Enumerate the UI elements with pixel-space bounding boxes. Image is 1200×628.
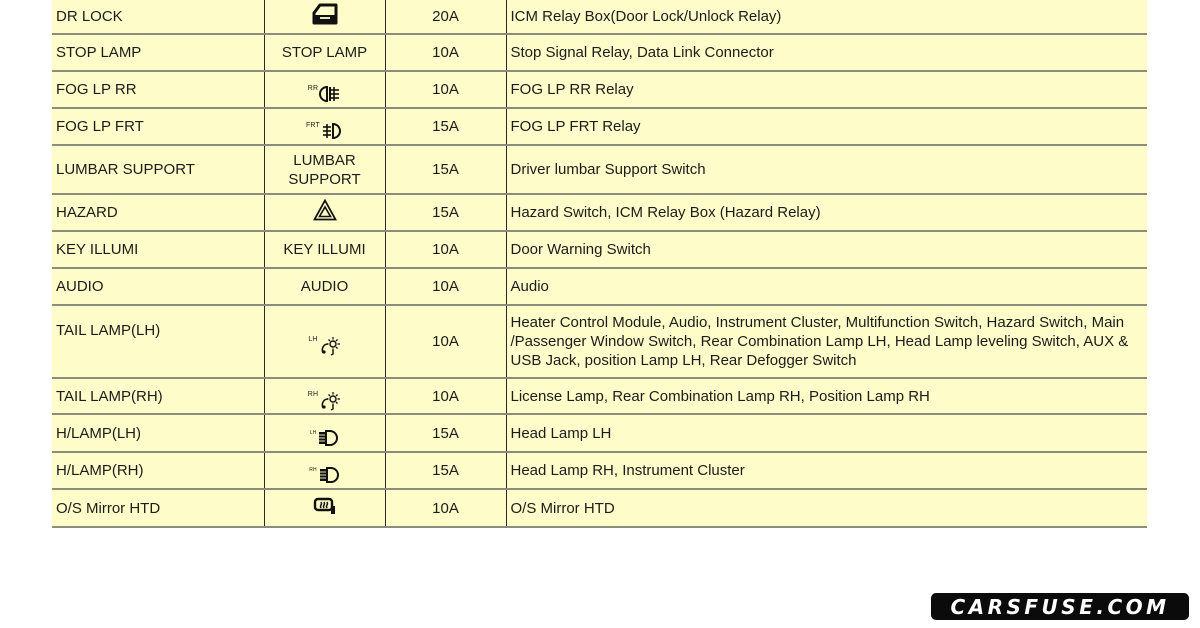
fuse-symbol <box>264 489 385 527</box>
mirror-heater-icon <box>313 497 337 515</box>
symbol-superscript: RH <box>309 467 317 473</box>
symbol-text: KEY ILLUMI <box>283 241 366 258</box>
symbol-text: LUMBAR SUPPORT <box>288 151 361 188</box>
fuse-symbol <box>264 305 385 378</box>
fuse-description: Stop Signal Relay, Data Link Connector <box>506 34 1147 71</box>
fuse-description: Head Lamp LH <box>506 414 1147 452</box>
fuse-symbol <box>264 71 385 108</box>
fuse-rating: 10A <box>385 378 506 414</box>
fuse-table <box>52 0 1147 528</box>
fuse-description: ICM Relay Box(Door Lock/Unlock Relay) <box>506 0 1147 34</box>
fuse-name: LUMBAR SUPPORT <box>52 145 264 194</box>
fuse-description: Audio <box>506 268 1147 305</box>
fuse-name: STOP LAMP <box>52 34 264 71</box>
fuse-rating: 15A <box>385 414 506 452</box>
fuse-description: O/S Mirror HTD <box>506 489 1147 527</box>
fuse-rating: 10A <box>385 71 506 108</box>
fuse-rating: 15A <box>385 108 506 145</box>
table-row <box>52 305 1147 378</box>
fuse-name: TAIL LAMP(LH) <box>52 305 264 378</box>
fuse-description: License Lamp, Rear Combination Lamp RH, Position Lamp RH <box>506 378 1147 414</box>
table-row <box>52 145 1147 194</box>
fuse-description: Head Lamp RH, Instrument Cluster <box>506 452 1147 489</box>
tail-lamp-icon <box>319 391 341 411</box>
fuse-name: FOG LP FRT <box>52 108 264 145</box>
fuse-symbol <box>264 0 385 34</box>
table-row <box>52 0 1147 34</box>
fuse-rating: 10A <box>385 231 506 268</box>
fuse-rating: 10A <box>385 305 506 378</box>
carsfuse-logo: CARSFUSE.COM <box>931 593 1189 620</box>
fuse-rating: 10A <box>385 34 506 71</box>
fuse-name: AUDIO <box>52 268 264 305</box>
table-row <box>52 452 1147 489</box>
fuse-symbol <box>264 378 385 414</box>
table-row <box>52 108 1147 145</box>
symbol-superscript: LH <box>309 429 317 436</box>
fuse-symbol <box>264 194 385 231</box>
fuse-name: H/LAMP(RH) <box>52 452 264 489</box>
fuse-rating: 15A <box>385 194 506 231</box>
fuse-description: Driver lumbar Support Switch <box>506 145 1147 194</box>
fuse-name: KEY ILLUMI <box>52 231 264 268</box>
symbol-text: STOP LAMP <box>281 44 368 61</box>
symbol-superscript: RH <box>307 390 319 398</box>
fuse-description: Hazard Switch, ICM Relay Box (Hazard Relay) <box>506 194 1147 231</box>
fuse-symbol <box>264 414 385 452</box>
head-lamp-icon <box>317 429 339 447</box>
table-row <box>52 268 1147 305</box>
fuse-symbol <box>264 108 385 145</box>
fuse-rating: 10A <box>385 268 506 305</box>
fuse-symbol <box>264 231 385 268</box>
fuse-description: Heater Control Module, Audio, Instrument Cluster, Multifunction Switch, Hazard Switch, Main /Passenger Window Switch, Rear Combination Lamp LH, Head Lamp leveling Switch, AUX & USB Jack, position Lamp LH, Rear Defogger Switch <box>506 305 1147 378</box>
fuse-rating: 20A <box>385 0 506 34</box>
fuse-name: FOG LP RR <box>52 71 264 108</box>
symbol-superscript: FRT <box>305 122 321 129</box>
fuse-symbol <box>264 145 385 194</box>
fuse-description: FOG LP FRT Relay <box>506 108 1147 145</box>
fuse-rating: 10A <box>385 489 506 527</box>
fuse-description: FOG LP RR Relay <box>506 71 1147 108</box>
symbol-text: AUDIO <box>300 278 349 295</box>
symbol-superscript: RR <box>307 85 319 92</box>
fuse-description: Door Warning Switch <box>506 231 1147 268</box>
fuse-symbol <box>264 34 385 71</box>
table-row <box>52 378 1147 414</box>
fuse-symbol <box>264 452 385 489</box>
fuse-name: HAZARD <box>52 194 264 231</box>
table-row <box>52 34 1147 71</box>
front-fog-lamp-icon <box>321 122 343 140</box>
tail-lamp-icon <box>319 336 341 356</box>
hazard-triangle-icon <box>313 199 337 221</box>
fuse-rating: 15A <box>385 452 506 489</box>
table-row <box>52 489 1147 527</box>
fuse-rating: 15A <box>385 145 506 194</box>
fuse-symbol <box>264 268 385 305</box>
door-lock-icon <box>312 3 338 25</box>
fuse-name: H/LAMP(LH) <box>52 414 264 452</box>
table-row <box>52 414 1147 452</box>
table-row <box>52 231 1147 268</box>
symbol-superscript: LH <box>308 336 318 343</box>
head-lamp-icon <box>318 466 340 484</box>
fuse-name: DR LOCK <box>52 0 264 34</box>
table-row <box>52 71 1147 108</box>
table-row <box>52 194 1147 231</box>
fuse-name: O/S Mirror HTD <box>52 489 264 527</box>
fuse-name: TAIL LAMP(RH) <box>52 378 264 414</box>
rear-fog-lamp-icon <box>319 85 341 103</box>
